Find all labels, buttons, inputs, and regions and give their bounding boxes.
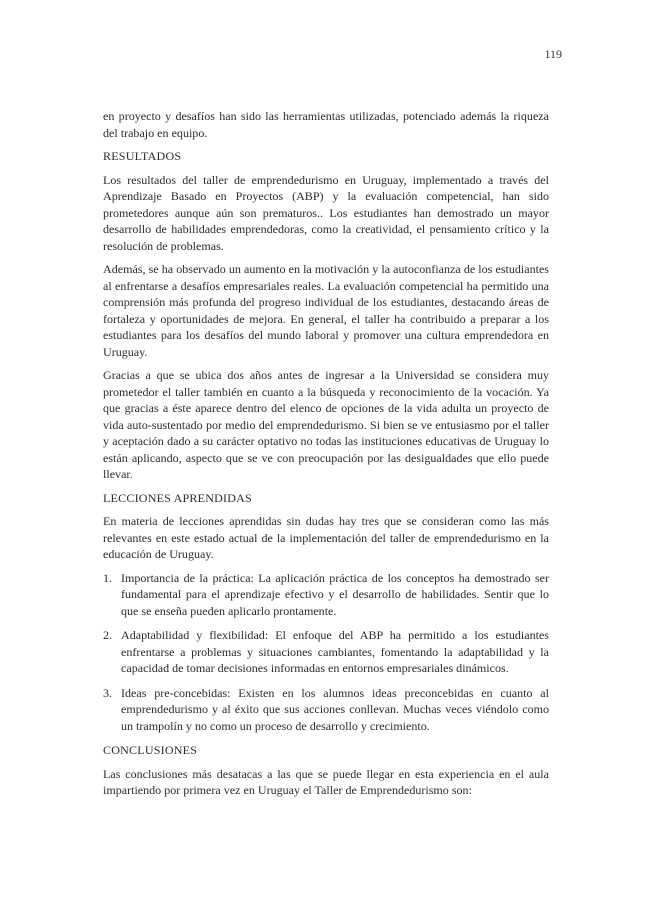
list-item-text: Adaptabilidad y flexibilidad: El enfoque del ABP ha permitido a los estudiantes enfrentarse a problemas y situaciones cambiantes, fomentando la adaptabilidad y la capacidad de tomar decisiones informadas en entornos empresariales dinámicos. <box>121 628 549 675</box>
body-paragraph: Las conclusiones más desatacas a las que se puede llegar en esta experiencia en el aula impartiendo por primera vez en Uruguay el Taller de Emprendedurismo son: <box>103 766 549 797</box>
section-heading-resultados: RESULTADOS <box>103 149 182 163</box>
list-item-number: 2. <box>103 628 113 642</box>
list-item-text: Ideas pre-concebidas: Existen en los alumnos ideas preconcebidas en cuanto al emprendedurismo y al éxito que sus acciones conllevan. Muchas veces viéndolo como un trampolín y no como un proceso de desarrollo y crecimiento. <box>121 685 549 733</box>
lessons-list <box>103 570 549 735</box>
page-number: 119 <box>544 47 562 61</box>
document-body <box>103 108 549 806</box>
body-paragraph: en proyecto y desafíos han sido las herramientas utilizadas, potenciado además la riqueza del trabajo en equipo. <box>103 109 549 140</box>
body-paragraph: Los resultados del taller de emprendedurismo en Uruguay, implementado a través del Aprendizaje Basado en Proyectos (ABP) y la evaluación competencial, han sido prometedores aunque aún son prematuros.. Los estudiantes han demostrado un mayor desarrollo de habilidades emprendedoras, como la creatividad, el pensamiento crítico y la resolución de problemas. <box>103 172 549 253</box>
list-item <box>103 570 549 620</box>
body-paragraph: En materia de lecciones aprendidas sin dudas hay tres que se consideran como las más relevantes en este estado actual de la implementación del taller de emprendedurismo en la educación de Uruguay. <box>103 514 549 561</box>
list-item-number: 1. <box>103 570 113 585</box>
body-paragraph: Gracias a que se ubica dos años antes de ingresar a la Universidad se considera muy prometedor el taller también en cuanto a la búsqueda y reconocimiento de la vocación. Ya que gracias a éste aparece dentro del elenco de opciones de la vida adulta un proyecto de vida auto-sustentado por medio del emprendedurismo. Si bien se ve entusiasmo por el taller y aceptación dado a su carácter optativo no todas las instituciones educativas de Uruguay lo están aplicando, aspecto que se ve con preocupación por las desigualdades que ello puede llevar. <box>103 368 549 481</box>
list-item-number: 3. <box>103 685 113 700</box>
section-heading-conclusiones: CONCLUSIONES <box>103 743 198 757</box>
list-item <box>103 627 549 677</box>
section-heading-lecciones: LECCIONES APRENDIDAS <box>103 490 252 505</box>
body-paragraph: Además, se ha observado un aumento en la motivación y la autoconfianza de los estudiantes al enfrentarse a desafíos empresariales reales. La evaluación competencial ha permitido una comprensión más profunda del progreso individual de los estudiantes, destacando áreas de fortaleza y oportunidades de mejora. En general, el taller ha contribuido a preparar a los estudiantes para los desafíos del mundo laboral y promover una cultura emprendedora en Uruguay. <box>103 262 549 359</box>
list-item-text: Importancia de la práctica: La aplicación práctica de los conceptos ha demostrado ser fundamental para el aprendizaje efectivo y el desarrollo de habilidades. Sentir que lo que se enseña pueden aplicarlo prontamente. <box>121 570 549 618</box>
list-item <box>103 685 549 735</box>
